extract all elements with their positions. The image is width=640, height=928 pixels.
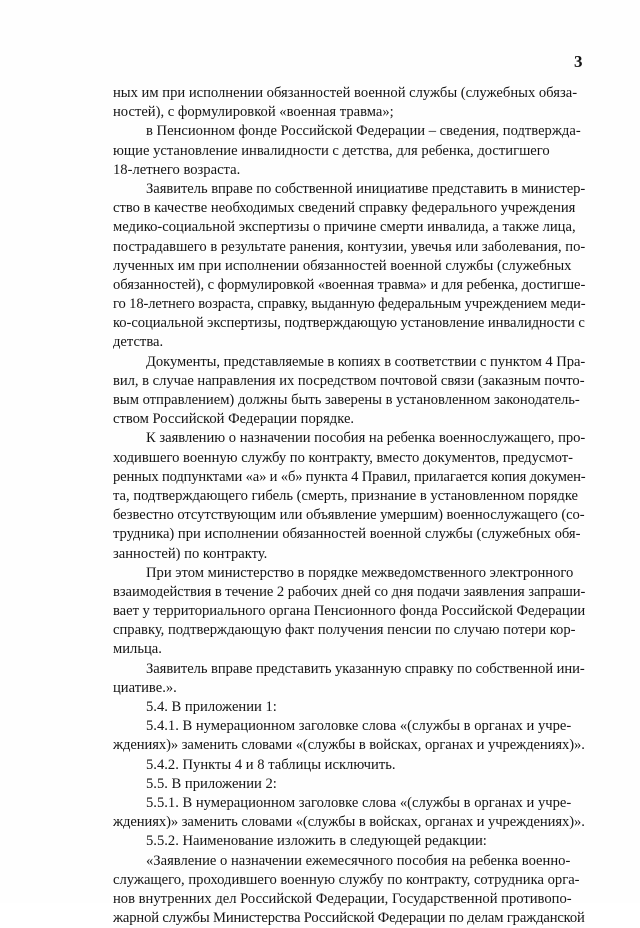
text-line: вил, в случае направления их посредством почтовой связи (заказным почто- <box>113 372 585 389</box>
text-line: ходившего военную службу по контракту, вместо документов, предусмот- <box>113 449 573 466</box>
text-line: 5.5. В приложении 2: <box>146 775 277 792</box>
text-line: ство в качестве необходимых сведений справку федерального учреждения <box>113 200 576 217</box>
page-number: 3 <box>574 52 583 71</box>
text-line: та, подтверждающего гибель (смерть, признание в установленном порядке <box>113 487 579 504</box>
text-line: вает у территориального органа Пенсионного фонда Российской Федерации <box>113 603 586 620</box>
text-line: жарной службы Министерства Российской Федерации по делам гражданской <box>113 910 585 927</box>
text-line: мильца. <box>113 641 162 658</box>
text-line: пострадавшего в результате ранения, контузии, увечья или заболевания, по- <box>113 238 586 255</box>
text-line: 18-летнего возраста. <box>113 161 241 178</box>
text-line: нов внутренних дел Российской Федерации, Государственной противопо- <box>113 890 572 907</box>
text-line: лученных им при исполнении обязанностей военной службы (служебных <box>113 257 572 274</box>
text-line: 5.4.1. В нумерационном заголовке слова «(службы в органах и учре- <box>146 718 572 735</box>
document-body <box>113 84 585 928</box>
text-line: медико-социальной экспертизы о причине смерти инвалида, а также лица, <box>113 219 576 236</box>
text-line: Документы, представляемые в копиях в соответствии с пунктом 4 Пра- <box>146 353 586 370</box>
text-line: циативе.». <box>113 679 177 696</box>
text-line: обязанностей), с формулировкой «военная травма» и для ребенка, достигше- <box>113 276 586 293</box>
text-line: 5.5.1. В нумерационном заголовке слова «(службы в органах и учре- <box>146 794 572 811</box>
text-line: «Заявление о назначении ежемесячного пособия на ребенка военно- <box>146 852 571 869</box>
text-line: детства. <box>113 334 164 351</box>
text-line: справку, подтверждающую факт получения пенсии по случаю потери кор- <box>113 622 576 639</box>
text-line: 5.4. В приложении 1: <box>146 699 277 715</box>
text-line: занностей) по контракту. <box>113 545 268 562</box>
text-line: 5.5.2. Наименование изложить в следующей редакции: <box>146 833 487 850</box>
text-line: ством Российской Федерации порядке. <box>113 411 355 428</box>
text-line: трудника) при исполнении обязанностей военной службы (служебных обя- <box>113 526 581 543</box>
text-line: вым отправлением) должны быть заверены в установленном законодатель- <box>113 392 580 408</box>
text-line: служащего, проходившего военную службу по контракту, сотрудника орга- <box>113 871 580 888</box>
text-line: безвестно отсутствующим или объявление умершим) военнослужащего (со- <box>113 507 585 524</box>
text-line: ных им при исполнении обязанностей военной службы (служебных обяза- <box>113 85 578 101</box>
text-line: ющие установление инвалидности с детства, для ребенка, достигшего <box>113 142 550 159</box>
text-line: 5.4.2. Пункты 4 и 8 таблицы исключить. <box>146 756 396 773</box>
text-line: в Пенсионном фонде Российской Федерации – сведения, подтвержда- <box>146 123 581 140</box>
text-line: ко-социальной экспертизы, подтверждающую установление инвалидности с <box>113 315 585 332</box>
text-line: го 18-летнего возраста, справку, выданную федеральным учреждением меди- <box>113 296 586 313</box>
text-line: ренных подпунктами «а» и «б» пункта 4 Правил, прилагается копия докумен- <box>113 468 586 485</box>
text-line: Заявитель вправе по собственной инициативе представить в министер- <box>146 180 586 197</box>
text-line: ждениях)» заменить словами «(службы в войсках, органах и учреждениях)». <box>113 814 585 831</box>
text-line: ностей), с формулировкой «военная травма»; <box>113 104 394 121</box>
text-line: К заявлению о назначении пособия на ребенка военнослужащего, про- <box>146 430 586 447</box>
text-line: Заявитель вправе представить указанную справку по собственной ини- <box>146 660 585 677</box>
text-line: взаимодействия в течение 2 рабочих дней со дня подачи заявления запраши- <box>113 583 586 600</box>
text-line: ждениях)» заменить словами «(службы в войсках, органах и учреждениях)». <box>113 737 585 754</box>
text-line: При этом министерство в порядке межведомственного электронного <box>146 564 574 581</box>
